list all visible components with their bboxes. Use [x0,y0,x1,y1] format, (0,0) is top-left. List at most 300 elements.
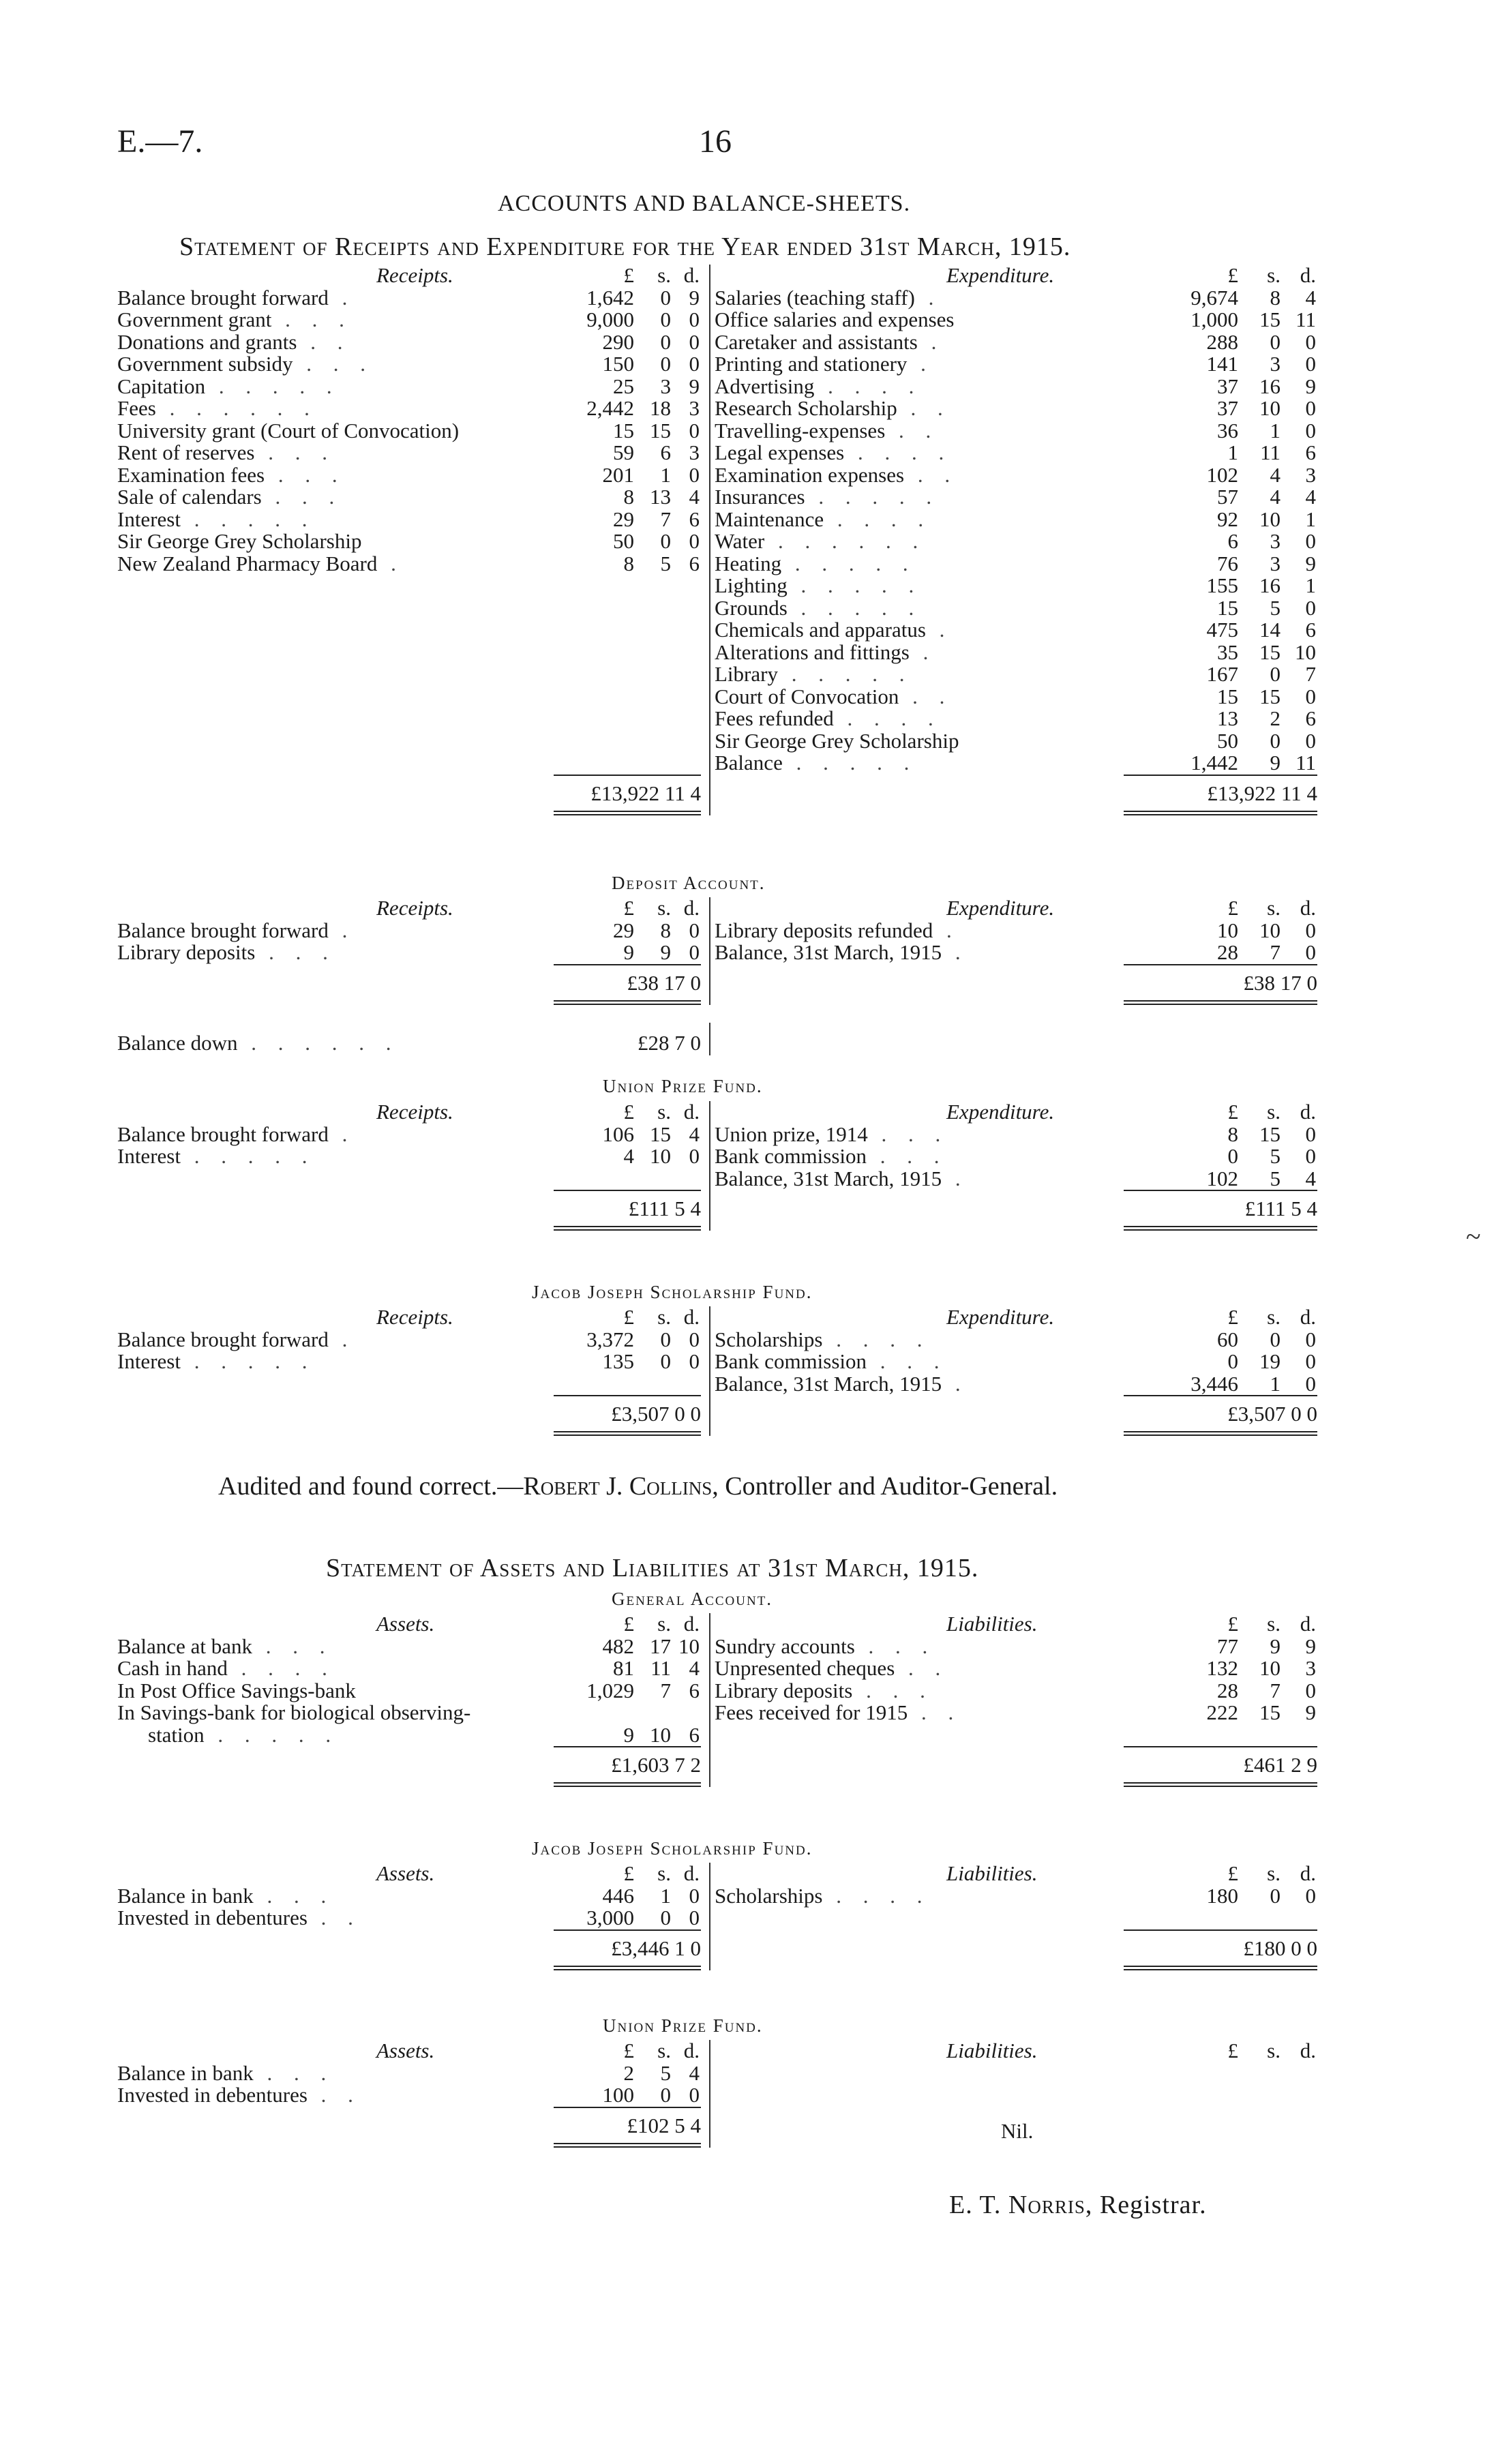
pence-value: 3 [1305,1656,1316,1680]
currency-unit: d. [683,263,700,287]
row-label: Government subsidy . . . [117,352,374,376]
union-prize-fund-heading: Union Prize Fund. [603,1076,763,1096]
rule [1124,1434,1317,1436]
total-amount: £461 2 9 [1243,1753,1317,1777]
pence-value: 0 [689,1144,700,1168]
ledger-row [117,1680,704,1702]
rule [1124,1782,1317,1784]
amount [1124,353,1317,376]
shillings-value: 5 [1270,1144,1280,1168]
ledger-row [117,1145,704,1168]
column-heading: Liabilities. [946,2039,1038,2062]
pounds-value: 28 [1217,1678,1238,1702]
row-label: Government grant . . . [117,307,353,331]
ledger-row [715,730,1317,753]
rule [1124,1929,1317,1931]
right-column [715,1306,1317,1436]
amount [1124,686,1317,708]
shillings-value: 0 [660,529,671,553]
shillings-value: 5 [660,2060,671,2085]
currency-header [540,1863,701,1885]
row-label: Invested in debentures . . [117,1906,361,1929]
rule [1124,1190,1317,1191]
shillings-value: 3 [1270,551,1280,575]
column-heading: Expenditure. [946,1305,1055,1329]
column-divider [709,1306,710,1436]
row-label: Sundry accounts . . . [715,1634,936,1658]
amount [1124,331,1317,354]
pence-value: 4 [689,1122,700,1146]
shillings-value: 3 [660,374,671,398]
rule [1124,964,1317,965]
amount [540,530,701,553]
leader-dots: . . . . [814,374,923,398]
pounds-value: 141 [1206,352,1238,376]
column-header-row [715,2040,1317,2062]
currency-unit: £ [623,896,634,920]
pounds-value: 1,029 [586,1678,634,1702]
pence-value: 0 [1305,1144,1316,1168]
pounds-value: 1,642 [586,285,634,310]
pence-value: 1 [1305,573,1316,597]
ledger-row [715,1702,1317,1724]
amount [540,1145,701,1168]
row-label: Unpresented cheques . . [715,1656,949,1680]
currency-unit: £ [623,263,634,287]
leader-dots: . [942,1166,969,1190]
ledger-row [117,1657,704,1680]
amount [1124,1373,1317,1396]
currency-unit: £ [623,1305,634,1329]
pounds-value: 290 [602,329,634,354]
shillings-value: 18 [650,396,671,420]
ledger-row [715,752,1317,775]
balance-down-value: £28 7 0 [638,1031,701,1055]
pounds-value: 28 [1217,940,1238,964]
currency-header [540,2040,701,2062]
general-account-heading: General Account. [612,1589,773,1609]
column-divider [709,1101,710,1231]
amount [1124,420,1317,442]
leader-dots: . . . . . [204,1722,340,1747]
leader-dots: . . . . [844,440,953,464]
currency-unit: £ [1227,1612,1238,1636]
pounds-value: 9 [623,1722,634,1747]
leader-dots: . [914,285,942,310]
row-label: Water . . . . . . [715,529,927,553]
amount [540,1680,701,1702]
currency-unit: s. [1267,1305,1280,1329]
currency-unit: £ [623,1612,634,1636]
page-number: 16 [699,123,732,160]
total-amount: £3,507 0 0 [611,1402,701,1426]
ledger-row [715,353,1317,376]
shillings-value: 15 [650,1122,671,1146]
right-column [715,2040,1317,2107]
pounds-value: 59 [613,440,634,464]
ledger-row [715,1373,1317,1396]
shillings-value: 6 [660,440,671,464]
amount [540,1885,701,1908]
shillings-value: 17 [650,1634,671,1658]
pence-value: 0 [1305,918,1316,942]
ledger-row [117,464,704,487]
liabilities-nil: Nil. [1001,2119,1034,2143]
leader-dots: . . . [293,352,374,376]
pence-value: 10 [1295,640,1316,664]
row-label: In Post Office Savings-bank [117,1678,356,1702]
amount [540,397,701,420]
pence-value: 6 [1305,618,1316,642]
amount [540,486,701,509]
pence-value: 0 [689,418,700,442]
currency-unit: d. [683,1305,700,1329]
union-prize-fund [117,1101,1317,1233]
row-label: Scholarships . . . . [715,1327,931,1351]
leader-dots: . [377,551,404,575]
pounds-value: 15 [613,418,634,442]
pounds-value: 3,372 [586,1327,634,1351]
amount [540,309,701,331]
leader-dots: . . [307,2083,361,2107]
total-amount: £38 17 0 [1243,970,1317,995]
shillings-value: 4 [1270,462,1280,487]
ledger-row [715,1168,1317,1190]
amount [1124,619,1317,642]
pounds-value: 3,000 [586,1906,634,1929]
shillings-value: 0 [1270,1883,1280,1908]
rule [554,1746,701,1747]
total-row [117,2107,704,2148]
column-header-row [715,1863,1317,1885]
column-heading: Liabilities. [946,1861,1038,1885]
shillings-value: 0 [1270,728,1280,753]
total-amount: £1,603 7 2 [611,1753,701,1777]
pounds-value: 15 [1217,595,1238,620]
leader-dots: . . [307,1906,361,1929]
row-label: Balance . . . . . [715,751,918,775]
rule [1124,811,1317,812]
jacob-joseph-fund [117,1306,1317,1439]
rule [554,1929,701,1931]
total-amount: £38 17 0 [627,970,701,995]
currency-header [1124,2040,1317,2062]
pence-value: 3 [689,440,700,464]
shillings-value: 0 [660,329,671,354]
ledger-row [715,331,1317,354]
left-column [117,1613,704,1787]
amount [1124,942,1317,964]
total-row [117,1190,704,1231]
leader-dots: . . . . . [180,1349,316,1373]
shillings-value: 5 [660,551,671,575]
pence-value: 11 [1295,307,1316,331]
pounds-value: 50 [1217,728,1238,753]
pence-value: 0 [1305,352,1316,376]
row-label: Maintenance . . . . [715,507,932,531]
pence-value: 0 [1305,529,1316,553]
currency-unit: d. [683,1100,700,1124]
pounds-value: 102 [1206,1166,1238,1190]
ledger-row [715,1351,1317,1373]
pence-value: 0 [689,529,700,553]
shillings-value: 0 [660,352,671,376]
column-heading: Expenditure. [946,263,1055,287]
column-divider [709,1613,710,1787]
total-row [117,1395,704,1436]
row-label: Sir George Grey Scholarship [117,529,362,553]
shillings-value: 4 [1270,485,1280,509]
ledger-row [117,1373,704,1396]
pounds-value: 0 [1227,1144,1238,1168]
total-amount: £13,922 11 4 [1207,781,1317,805]
pence-value: 4 [1305,1166,1316,1190]
ledger-row [715,575,1317,597]
ledger-row [117,1636,704,1658]
amount [1124,1657,1317,1680]
currency-unit: d. [683,2039,700,2062]
ledger-row [117,331,704,354]
pence-value: 0 [1305,940,1316,964]
shillings-value: 16 [1259,573,1280,597]
ledger-row [715,1907,1317,1929]
pence-value: 4 [689,2060,700,2085]
row-label: Salaries (teaching staff) . [715,285,942,310]
leader-dots: . [907,352,934,376]
rule [554,1969,701,1970]
pounds-value: 132 [1206,1656,1238,1680]
rule [554,811,701,812]
pence-value: 9 [1305,1700,1316,1724]
rule [554,1786,701,1787]
ledger-row [117,920,704,942]
leader-dots: . . . . [824,507,932,531]
currency-unit: s. [657,896,671,920]
amount [540,376,701,398]
shillings-value: 5 [1270,1166,1280,1190]
row-label: Cash in hand . . . . [117,1656,335,1680]
pounds-value: 25 [613,374,634,398]
deposit-account-heading: Deposit Account. [612,873,766,893]
pounds-value: 167 [1206,662,1238,686]
row-label: Fees refunded . . . . [715,706,942,730]
amount [540,442,701,464]
row-label: Balance, 31st March, 1915 . [715,1166,969,1190]
row-label: Library deposits refunded . [715,918,960,942]
currency-unit: £ [1227,1100,1238,1124]
ledger-row [117,1702,704,1724]
row-label: Capitation . . . . . [117,374,340,398]
union-prize-assets [117,2040,1317,2150]
row-label: Examination fees . . . [117,462,346,487]
pounds-value: 8 [1227,1122,1238,1146]
shillings-value: 0 [660,2083,671,2107]
shillings-value: 15 [1259,640,1280,664]
shillings-value: 10 [650,1144,671,1168]
amount [1124,1351,1317,1373]
row-label: Sale of calendars . . . [117,485,343,509]
currency-unit: d. [1300,1305,1316,1329]
total-row [715,1395,1317,1436]
row-label: Balance, 31st March, 1915 . [715,940,969,964]
leader-dots: . . . [271,307,353,331]
shillings-value: 14 [1259,618,1280,642]
shillings-value: 3 [1270,352,1280,376]
union-prize-assets-heading: Union Prize Fund. [603,2015,763,2036]
column-heading: Assets. [376,1612,435,1636]
pounds-value: 1,442 [1190,751,1238,775]
amount [1124,575,1317,597]
currency-header [540,897,701,920]
pounds-value: 201 [602,462,634,487]
column-heading: Receipts. [376,1100,453,1124]
column-header-row [715,897,1317,920]
ledger-row [117,397,704,420]
amount [1124,1636,1317,1658]
currency-unit: d. [1300,263,1316,287]
pounds-value: 92 [1217,507,1238,531]
currency-header [1124,1613,1317,1636]
shillings-value: 7 [660,1678,671,1702]
rule [1124,814,1317,815]
ledger-row [117,2062,704,2085]
ledger-row [715,464,1317,487]
left-column [117,1306,704,1436]
currency-unit: s. [1267,263,1280,287]
jacob-joseph-assets [117,1863,1317,1973]
amount [1124,1168,1317,1190]
amount [1124,553,1317,575]
shillings-value: 16 [1259,374,1280,398]
ledger-row [715,920,1317,942]
pence-value: 9 [689,374,700,398]
shillings-value: 10 [1259,918,1280,942]
leader-dots: . . . [867,1122,949,1146]
pence-value: 0 [689,1327,700,1351]
shillings-value: 1 [660,462,671,487]
leader-dots: . [917,329,945,354]
receipts-expenditure-statement [117,265,1317,818]
row-label: Balance in bank . . . [117,2060,335,2085]
column-divider [709,897,710,1005]
pence-value: 9 [1305,551,1316,575]
row-label: Balance brought forward . [117,285,356,310]
ledger-row [117,942,704,964]
pounds-value: 3,446 [1190,1371,1238,1396]
pence-value: 7 [1305,662,1316,686]
balance-down-label: Balance down . . . . . . [117,1031,400,1055]
leader-dots: . [909,640,937,664]
leader-dots: . . . . [833,706,942,730]
row-label: Fees . . . . . . [117,396,318,420]
leader-dots: . [942,1371,969,1396]
ledger-row [715,1636,1317,1658]
row-label: Lighting . . . . . [715,573,923,597]
ledger-row [715,1124,1317,1146]
row-label: Sir George Grey Scholarship [715,728,959,753]
column-heading: Expenditure. [946,1100,1055,1124]
rule [1124,1966,1317,1967]
amount [540,920,701,942]
row-label: Library . . . . . [715,662,913,686]
row-label: Balance brought forward . [117,1327,356,1351]
total-amount: £111 5 4 [628,1197,701,1220]
shillings-value: 11 [650,1656,671,1680]
shillings-value: 3 [1270,529,1280,553]
pounds-value: 6 [1227,529,1238,553]
shillings-value: 19 [1259,1349,1280,1373]
shillings-value: 1 [660,1883,671,1908]
rule [554,1229,701,1231]
shillings-value: 2 [1270,706,1280,730]
ledger-row [117,2084,704,2107]
rule [554,1190,701,1191]
amount [540,1124,701,1146]
currency-header [540,1306,701,1329]
rule [1124,1431,1317,1432]
leader-dots: . . . [253,1883,335,1908]
pence-value: 0 [1305,1678,1316,1702]
row-label: In Savings-bank for biological observing- [117,1700,471,1724]
ledger-row [715,530,1317,553]
currency-header [1124,897,1317,920]
shillings-value: 5 [1270,595,1280,620]
right-column [715,897,1317,1005]
row-label: Advertising . . . . [715,374,923,398]
rule [554,1000,701,1002]
shillings-value: 0 [660,285,671,310]
leader-dots: . . . . . [777,662,913,686]
leader-dots: . . . . . [805,485,940,509]
deposit-account [117,897,1317,1008]
ledger-row [715,397,1317,420]
pence-value: 4 [1305,285,1316,310]
rule [1124,1969,1317,1970]
ledger-row [715,553,1317,575]
ledger-row [117,619,704,642]
leader-dots: . [328,918,356,942]
row-label: Scholarships . . . . [715,1883,931,1908]
leader-dots: . . . . [227,1656,335,1680]
currency-header [1124,1306,1317,1329]
rule [554,2143,701,2144]
rule [554,1434,701,1436]
pence-value: 0 [1305,1883,1316,1908]
amount [540,287,701,310]
total-row [117,775,704,815]
row-label: Court of Convocation . . [715,684,953,708]
total-amount: £111 5 4 [1244,1197,1317,1220]
pence-value: 3 [689,396,700,420]
right-column [715,265,1317,815]
currency-unit: £ [623,1100,634,1124]
leader-dots: . . [297,329,351,354]
pence-value: 0 [1305,329,1316,354]
leader-dots: . . . [867,1144,948,1168]
amount [1124,397,1317,420]
amount [540,2062,701,2085]
row-label: Interest . . . . . [117,1349,316,1373]
column-heading: Liabilities. [946,1612,1038,1636]
column-header-row [117,1101,704,1124]
amount [540,331,701,354]
currency-header [1124,1101,1317,1124]
row-label: University grant (Court of Convocation) [117,418,460,442]
row-label: Chemicals and apparatus . [715,618,953,642]
amount [540,1636,701,1658]
currency-unit: d. [683,1861,700,1885]
pence-value: 6 [689,507,700,531]
